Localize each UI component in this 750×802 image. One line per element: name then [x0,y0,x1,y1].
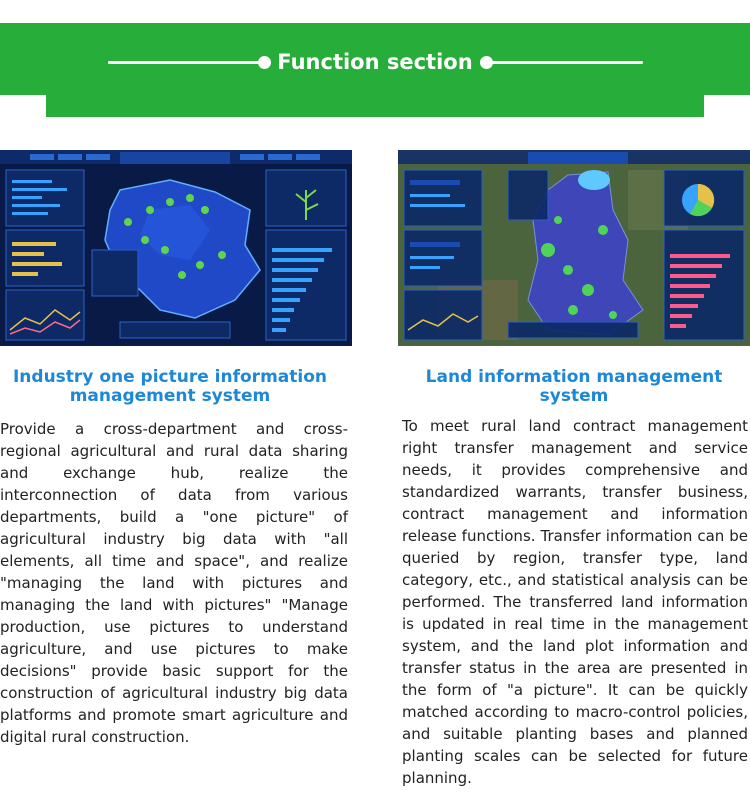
right-decor-line [491,61,643,64]
land-system-title: Land information management system [425,367,723,406]
land-dashboard-screenshot [398,150,750,346]
left-decor-line [108,61,260,64]
industry-system-description: Provide a cross-department and cross-regional agricultural and rural data sharing and exchange hub, realize the interconnection of data from various departments, build a "one picture" of agricultural industry big data with "all elements, all time and space", and realize "managing the land with pictures and managing the land with pictures" "Manage production, use pictures to understand agriculture, and use pictures to make decisions" provide basic support for the construction of agricultural industry big data platforms and promote smart agriculture and digital rural construction. [0,420,348,746]
industry-dashboard-screenshot [0,150,352,346]
industry-system-title: Industry one picture information management system [12,367,327,406]
section-title: Function section [277,50,473,74]
land-system-description: To meet rural land contract management right transfer management and service needs, it provides comprehensive and standardized warrants, transfer business, contract management and information release functions. Transfer information can be queried by region, transfer type, land category, etc., and statistical analysis can be performed. The transferred land information is updated in real time in the management system, and the land plot information and transfer status in the area are presented in the form of "a picture". It can be quickly matched according to macro-control policies, and suitable planting bases and planned planting scales can be selected for future planning. [402,417,748,787]
header-banner-underbar [46,95,704,117]
